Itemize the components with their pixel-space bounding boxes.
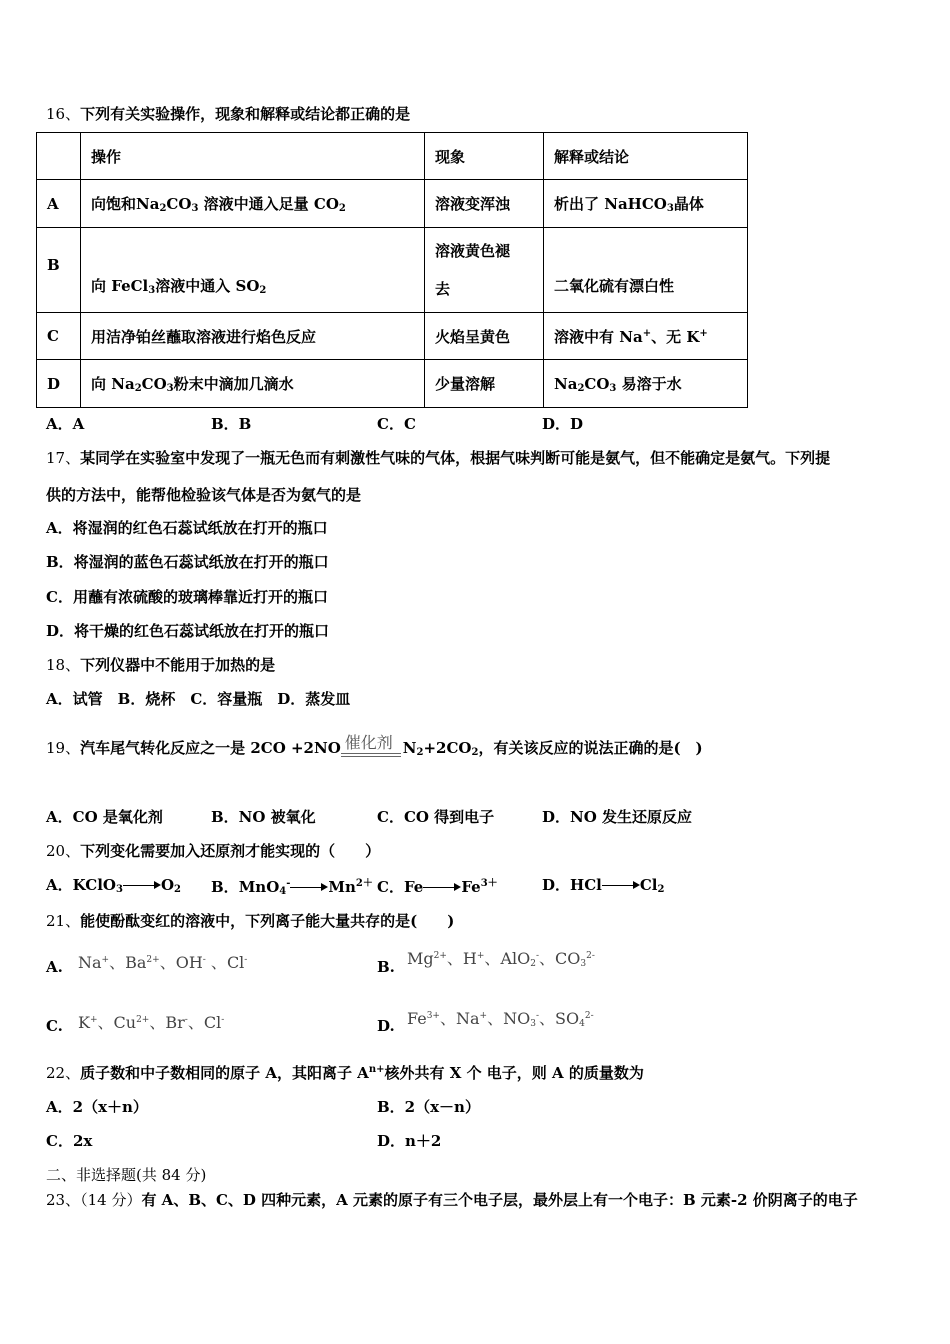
row-label: D xyxy=(37,360,81,408)
q21-option-b-label[interactable]: B. xyxy=(377,958,395,976)
q19-option-b[interactable]: B．NO 被氧化 xyxy=(211,808,316,826)
q17-stem-line2: 供的方法中，能帮他检验该气体是否为氨气的是 xyxy=(46,486,362,504)
q20-option-d[interactable]: D．HCl $Cl_2$ xyxy=(542,876,665,895)
q22-option-b[interactable]: B．2（x－n） xyxy=(377,1098,480,1116)
table-corner xyxy=(37,133,81,180)
header-operation: 操作 xyxy=(81,133,425,180)
q22-option-a[interactable]: A．2（x＋n） xyxy=(46,1098,148,1116)
q20-option-a[interactable]: A．KClO$_3$ $O_2$ xyxy=(46,876,181,895)
header-phenomenon: 现象 xyxy=(425,133,544,180)
q16-option-d[interactable]: D．D xyxy=(542,415,584,433)
right-arrow-icon xyxy=(602,881,640,891)
row-label: A xyxy=(37,180,81,228)
table-row xyxy=(37,360,748,408)
q17-option-d[interactable]: D．将干燥的红色石蕊试纸放在打开的瓶口 xyxy=(46,622,330,640)
q20-stem: 20、下列变化需要加入还原剂才能实现的（ ） xyxy=(46,842,381,860)
row-phenomenon: 少量溶解 xyxy=(425,360,544,408)
q16-option-c[interactable]: C．C xyxy=(377,415,416,433)
table-header-row xyxy=(37,133,748,180)
q16-table xyxy=(36,132,748,408)
q21-option-d-ions[interactable]: $Fe^{3+}$、Na+、$NO_3^-$、$SO_4^{2-}$ xyxy=(407,1009,594,1029)
row-conclusion: 溶液中有 Na+、无 K+ xyxy=(544,313,748,360)
q21-option-a-label[interactable]: A. xyxy=(46,958,63,976)
section-title: 二、非选择题(共 84 分) xyxy=(46,1166,207,1184)
q17-option-c[interactable]: C．用蘸有浓硫酸的玻璃棒靠近打开的瓶口 xyxy=(46,588,328,606)
row-operation: 向 $Na_2CO_3$粉末中滴加几滴水 xyxy=(81,360,425,408)
q21-option-a-ions[interactable]: Na+、$Ba^{2+}$、OH- 、Cl- xyxy=(78,953,248,972)
catalyst-equals-sign: 催化剂 xyxy=(341,734,403,764)
q21-option-c-ions[interactable]: K+、$Cu^{2+}$、Br-、Cl- xyxy=(78,1013,225,1032)
table-row xyxy=(37,180,748,228)
right-arrow-icon xyxy=(423,883,461,893)
q20-option-c[interactable]: C．Fe $Fe^{3+}$ xyxy=(377,878,498,896)
q21-option-d-label[interactable]: D. xyxy=(377,1017,395,1035)
table-row xyxy=(37,228,748,313)
table-row xyxy=(37,313,748,360)
q18-stem: 18、下列仪器中不能用于加热的是 xyxy=(46,656,276,674)
q20-option-b[interactable]: B．MnO$_4$- $Mn^{2+}$ xyxy=(211,878,373,897)
q18-options[interactable]: A．试管 B．烧杯 C．容量瓶 D．蒸发皿 xyxy=(46,690,351,708)
row-conclusion: 二氧化硫有漂白性 xyxy=(544,228,748,313)
q19-stem: 19、汽车尾气转化反应之一是 2CO +2NO 催化剂 $N_2+2CO_2$，有关该反应的说法正确的是( ) xyxy=(46,734,703,764)
row-phenomenon: 溶液黄色褪 去 xyxy=(425,228,544,313)
q17-option-a[interactable]: A．将湿润的红色石蕊试纸放在打开的瓶口 xyxy=(46,519,328,537)
q19-option-a[interactable]: A．CO 是氧化剂 xyxy=(46,808,163,826)
q17-stem-line1: 17、某同学在实验室中发现了一瓶无色而有刺激性气味的气体，根据气味判断可能是氨气，但不能确定是氨气。下列提 xyxy=(46,449,831,467)
q21-option-b-ions[interactable]: $Mg^{2+}$、H+、AlO$_2$-、$CO_3^{2-}$ xyxy=(407,949,595,969)
q21-stem: 21、能使酚酞变红的溶液中，下列离子能大量共存的是( ) xyxy=(46,912,455,930)
q16-option-b[interactable]: B．B xyxy=(211,415,252,433)
q23-stem: 23、（14 分）有 A、B、C、D 四种元素，A 元素的原子有三个电子层，最外层上有一个电子：B 元素-2 价阴离子的电子 xyxy=(46,1191,858,1209)
row-operation: 向 FeCl$_3$溶液中通入 $SO_2$ xyxy=(81,228,425,313)
row-operation: 向饱和$Na_2CO_3$ 溶液中通入足量 $CO_2$ xyxy=(81,180,425,228)
q16-stem: 16、下列有关实验操作，现象和解释或结论都正确的是 xyxy=(46,105,411,123)
right-arrow-icon xyxy=(123,881,161,891)
row-phenomenon: 火焰呈黄色 xyxy=(425,313,544,360)
q22-option-c[interactable]: C．2x xyxy=(46,1132,93,1150)
q17-option-b[interactable]: B．将湿润的蓝色石蕊试纸放在打开的瓶口 xyxy=(46,553,329,571)
q19-option-c[interactable]: C．CO 得到电子 xyxy=(377,808,495,826)
row-conclusion: $Na_2CO_3$ 易溶于水 xyxy=(544,360,748,408)
row-phenomenon: 溶液变浑浊 xyxy=(425,180,544,228)
q21-option-c-label[interactable]: C. xyxy=(46,1017,63,1035)
right-arrow-icon xyxy=(290,883,328,893)
row-conclusion: 析出了 NaHCO$_3$晶体 xyxy=(544,180,748,228)
q22-stem: 22、质子数和中子数相同的原子 A，其阳离子 $A^{n+}$核外共有 X 个 电子，则 A 的质量数为 xyxy=(46,1064,644,1082)
q22-option-d[interactable]: D．n＋2 xyxy=(377,1132,442,1150)
q19-option-d[interactable]: D．NO 发生还原反应 xyxy=(542,808,693,826)
row-label: C xyxy=(37,313,81,360)
row-operation: 用洁净铂丝蘸取溶液进行焰色反应 xyxy=(81,313,425,360)
row-label: B xyxy=(37,228,81,313)
q16-option-a[interactable]: A．A xyxy=(46,415,85,433)
header-conclusion: 解释或结论 xyxy=(544,133,748,180)
